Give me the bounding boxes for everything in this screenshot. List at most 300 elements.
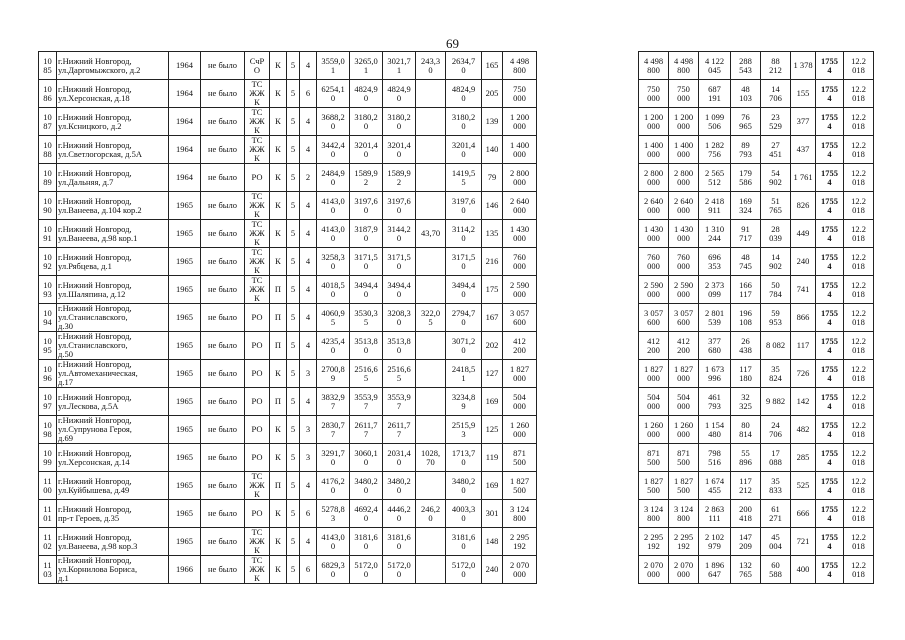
roof-type-value: К [275,452,281,462]
limit-cost-line1: 1755 [821,139,838,150]
year-value: 1965 [176,424,193,434]
capital-repair-value: не было [208,228,237,238]
cost-2-line1: 3 124 [673,503,694,514]
wall-material-line: СчР [249,55,265,66]
regional-budget-cell [731,332,761,360]
wall-material-cell [245,248,270,276]
capital-repair-value: не было [208,256,237,266]
limit-cost-cell [816,80,844,108]
floors-cell [287,360,300,388]
table-row [39,52,874,80]
total-area-line1: 2700,8 [321,363,345,374]
address-cell [57,108,169,136]
regional-budget-cell [731,220,761,248]
cost-2-line1: 412 [677,335,690,346]
row-number-part2: 91 [43,232,52,243]
premises-area-line2: 0 [363,484,369,495]
cost-cell-2 [669,528,699,556]
cost-cell-1 [639,444,669,472]
citizen-area-line2: 0 [461,288,466,299]
deadline-cell [844,164,874,192]
regional-budget-line2: 586 [739,176,752,187]
cost-cell-1 [639,388,669,416]
cost-2-line2: 800 [677,64,690,75]
premises-area-line2: 0 [363,204,369,215]
wall-material-line: К [254,125,260,135]
total-cost-cell [503,556,537,584]
total-area-line1: 3559,0 [321,55,345,66]
year-value: 1965 [176,480,193,490]
citizen-area-line1: 3071,2 [451,335,476,346]
cost-2-line1: 2 070 [673,559,694,570]
total-area-cell [317,416,350,444]
entrances-cell [300,332,317,360]
roof-type-value: К [275,564,281,574]
citizen-area-cell [446,556,482,584]
premises-area-line2: 0 [363,512,369,523]
cost-cell-1 [639,500,669,528]
unit-cost-value: 1 761 [793,172,813,182]
table-row [39,192,874,220]
limit-cost-line1: 1755 [821,83,838,94]
address-line1: г.Нижний Новгород, [58,139,132,150]
floors-cell [287,416,300,444]
wall-material-cell [245,52,270,80]
year-cell [169,472,201,500]
floors-cell [287,472,300,500]
cost-1-line2: 800 [647,512,660,523]
address-line2: ул.Лескова, д.5А [58,400,119,411]
cost-1-line1: 3 057 [643,307,664,318]
table-row [39,276,874,304]
address-cell [57,556,169,584]
citizen-area-line1: 5172,0 [451,559,476,570]
cost-cell-2 [669,304,699,332]
citizen-area-cell [446,136,482,164]
nonresidential-area-cell [416,220,446,248]
total-cost-line1: 2 590 [509,279,530,290]
row-number [39,556,57,584]
limit-cost-line2: 4 [827,484,832,495]
nonresidential-area-cell [416,416,446,444]
total-cost-line2: 500 [513,456,526,467]
residential-area-cell [383,52,416,80]
cost-1-line2: 000 [647,120,660,131]
address-line3: д.17 [58,377,73,387]
cost-1-line2: 200 [647,344,660,355]
deadline-cell [844,248,874,276]
year-cell [169,80,201,108]
fund-line1: 1 282 [704,139,725,150]
residents-cell [482,500,503,528]
capital-repair-value: не было [208,144,237,154]
premises-area-cell [350,500,383,528]
total-area-line2: 0 [330,344,336,355]
regional-budget-line2: 793 [739,148,752,159]
residential-area-line1: 3201,4 [387,139,411,150]
residents-cell [482,248,503,276]
unit-cost-value: 142 [796,396,810,406]
residential-area-line2: 0 [396,204,402,215]
fund-cell [699,500,731,528]
floors-value: 5 [290,452,296,462]
floors-cell [287,192,300,220]
entrances-cell [300,276,317,304]
local-budget-cell [761,528,791,556]
total-cost-cell [503,220,537,248]
wall-material-line: РО [251,340,263,350]
address-line2: ул.Ксницкого, д.2 [58,120,122,131]
year-value: 1965 [176,228,193,238]
address-cell [57,164,169,192]
floors-value: 5 [290,480,296,490]
address-cell [57,80,169,108]
premises-area-line2: 7 [363,428,369,439]
wall-material-line: ЖЖ [249,480,265,490]
residents-cell [482,528,503,556]
fund-line1: 4 122 [704,55,725,66]
roof-type-cell [270,164,287,192]
total-area-line1: 3291,7 [321,447,345,458]
regional-budget-line1: 132 [739,559,752,570]
unit-cost-cell [791,192,816,220]
fund-cell [699,332,731,360]
total-cost-line2: 000 [513,120,526,131]
year-value: 1965 [176,508,193,518]
premises-area-line1: 3480,2 [354,475,378,486]
total-cost-line2: 192 [513,540,526,551]
deadline-cell [844,80,874,108]
address-line1: г.Нижний Новгород, [58,503,132,514]
total-area-cell [317,528,350,556]
wall-material-cell [245,360,270,388]
floors-value: 5 [290,312,296,322]
fund-line1: 1 674 [704,475,725,486]
fund-line1: 798 [708,447,721,458]
total-cost-line2: 000 [513,260,526,271]
limit-cost-line2: 4 [827,260,832,271]
floors-cell [287,388,300,416]
cost-1-line2: 000 [647,372,660,383]
total-cost-line1: 871 [513,447,526,458]
cost-2-line1: 760 [677,251,690,262]
local-budget-line2: 824 [769,372,782,383]
regional-budget-line2: 814 [739,428,752,439]
citizen-area-cell [446,304,482,332]
citizen-area-line1: 3180,2 [451,111,476,122]
deadline-line1: 12.2 [851,391,866,402]
limit-cost-line2: 4 [827,232,832,243]
cost-2-line1: 2 800 [673,167,694,178]
residential-area-line1: 4824,9 [387,83,411,94]
total-area-line2: 3 [330,512,336,523]
nonresidential-area-cell [416,528,446,556]
fund-line2: 480 [708,428,721,439]
roof-type-cell [270,416,287,444]
residential-area-line2: 2 [396,176,402,187]
residents-value: 119 [485,452,499,462]
total-cost-cell [503,360,537,388]
row-number-part2: 97 [43,400,52,411]
fund-line2: 353 [708,260,721,271]
unit-cost-cell [791,360,816,388]
year-value: 1965 [176,312,193,322]
address-cell [57,388,169,416]
deadline-line2: 018 [852,120,865,131]
residential-area-line2: 0 [396,316,402,327]
capital-repair-value: не было [208,60,237,70]
limit-cost-line1: 1755 [821,251,838,262]
residential-area-line2: 0 [396,568,402,579]
fund-line1: 1 154 [704,419,725,430]
limit-cost-line1: 1755 [821,335,838,346]
regional-budget-line1: 117 [739,363,752,374]
deadline-cell [844,192,874,220]
capital-repair-cell [201,192,245,220]
cost-cell-1 [639,276,669,304]
residential-area-line1: 3494,4 [387,279,411,290]
local-budget-cell [761,80,791,108]
row-number-part2: 94 [43,316,52,327]
cost-1-line1: 2 800 [643,167,664,178]
total-cost-line1: 3 057 [509,307,530,318]
year-cell [169,388,201,416]
limit-cost-line1: 1755 [821,503,838,514]
cost-2-line1: 750 [677,83,690,94]
address-cell [57,220,169,248]
address-line2: ул.Ванеева, д.98 кор.3 [58,540,138,551]
total-cost-line1: 750 [513,83,526,94]
cost-cell-1 [639,136,669,164]
wall-material-cell [245,556,270,584]
wall-material-cell [245,276,270,304]
row-number [39,52,57,80]
nonresidential-area-cell [416,80,446,108]
table-row [39,500,874,528]
residential-area-cell [383,528,416,556]
limit-cost-line2: 4 [827,456,832,467]
row-number-part1: 10 [43,363,52,374]
residents-cell [482,360,503,388]
residential-area-line1: 2516,6 [387,363,411,374]
premises-area-line1: 3060,1 [354,447,378,458]
floors-value: 5 [290,256,296,266]
capital-repair-cell [201,108,245,136]
residential-area-cell [383,80,416,108]
capital-repair-cell [201,416,245,444]
cost-cell-2 [669,136,699,164]
floors-cell [287,52,300,80]
local-budget-line1: 61 [771,503,780,514]
entrances-cell [300,472,317,500]
residential-area-cell [383,276,416,304]
regional-budget-cell [731,500,761,528]
cost-1-line2: 800 [647,64,660,75]
total-cost-cell [503,80,537,108]
total-cost-line2: 000 [513,176,526,187]
citizen-area-line1: 3234,8 [451,391,476,402]
regional-budget-cell [731,52,761,80]
address-cell [57,332,169,360]
cost-1-line2: 000 [647,288,660,299]
total-cost-cell [503,276,537,304]
citizen-area-cell [446,248,482,276]
regional-budget-line2: 745 [739,260,752,271]
total-cost-line1: 1 430 [509,223,530,234]
unit-cost-cell [791,164,816,192]
fund-line1: 461 [708,391,721,402]
roof-type-cell [270,192,287,220]
floors-cell [287,332,300,360]
roof-type-cell [270,304,287,332]
unit-cost-value: 285 [796,452,810,462]
cost-2-line1: 2 640 [673,195,694,206]
limit-cost-line1: 1755 [821,307,838,318]
residential-area-line2: 7 [396,428,402,439]
cost-2-line2: 000 [677,372,690,383]
cost-1-line2: 000 [647,92,660,103]
deadline-line2: 018 [852,428,865,439]
address-line2: ул.Автомеханическая, [58,368,138,378]
year-value: 1965 [176,452,193,462]
roof-type-cell [270,248,287,276]
local-budget-line2: 706 [769,428,782,439]
total-cost-line1: 760 [513,251,526,262]
total-area-line2: 0 [330,288,336,299]
year-cell [169,136,201,164]
cost-2-line1: 1 430 [673,223,694,234]
capital-repair-value: не было [208,284,237,294]
local-budget-line2: 706 [769,92,782,103]
fund-line1: 1 099 [704,111,725,122]
capital-repair-value: не было [208,424,237,434]
fund-line1: 2 102 [704,531,725,542]
row-number-part1: 10 [43,307,52,318]
cost-1-line1: 871 [647,447,660,458]
row-number-part1: 10 [43,55,52,66]
regional-budget-line1: 48 [741,251,750,262]
cost-2-line1: 1 200 [673,111,694,122]
row-number [39,528,57,556]
regional-budget-line2: 543 [739,64,752,75]
year-cell [169,108,201,136]
row-number-part1: 10 [43,279,52,290]
nonresidential-area-cell [416,472,446,500]
cost-1-line2: 000 [647,400,660,411]
roof-type-value: П [274,284,282,294]
premises-area-line2: 0 [363,540,369,551]
premises-area-cell [350,192,383,220]
residential-area-line1: 3553,9 [387,391,411,402]
table-row [39,528,874,556]
row-number-part1: 11 [43,531,52,542]
residents-value: 127 [485,368,499,378]
wall-material-line: ЖЖ [249,284,265,294]
wall-material-cell [245,192,270,220]
nonresidential-area-line1: 246,2 [420,503,441,514]
local-budget-cell [761,220,791,248]
premises-area-line2: 2 [363,176,369,187]
wall-material-line: ТС [251,247,263,257]
residents-value: 169 [485,480,499,490]
year-cell [169,500,201,528]
fund-cell [699,52,731,80]
regional-budget-cell [731,556,761,584]
local-budget-cell [761,304,791,332]
cost-cell-2 [669,472,699,500]
limit-cost-line2: 4 [827,400,832,411]
spacer-cell [537,220,639,248]
table-row [39,108,874,136]
cost-2-line2: 000 [677,204,690,215]
regional-budget-cell [731,108,761,136]
residential-area-line2: 0 [396,288,402,299]
roof-type-cell [270,528,287,556]
unit-cost-cell [791,500,816,528]
limit-cost-cell [816,164,844,192]
residents-cell [482,556,503,584]
row-number-part2: 86 [43,92,52,103]
address-line2: ул.Херсонская, д.18 [58,92,130,103]
fund-cell [699,192,731,220]
regional-budget-line2: 418 [739,512,752,523]
deadline-line1: 12.2 [851,55,866,66]
roof-type-value: К [275,536,281,546]
residential-area-cell [383,556,416,584]
local-budget-line2: 451 [769,148,782,159]
address-line1: г.Нижний Новгород, [58,303,132,313]
year-cell [169,52,201,80]
year-cell [169,556,201,584]
entrances-cell [300,416,317,444]
floors-cell [287,248,300,276]
regional-budget-line2: 209 [739,540,752,551]
total-cost-line2: 000 [513,428,526,439]
capital-repair-cell [201,304,245,332]
floors-cell [287,556,300,584]
deadline-line1: 12.2 [851,251,866,262]
entrances-cell [300,360,317,388]
premises-area-line1: 5172,0 [354,559,378,570]
regional-budget-line2: 965 [739,120,752,131]
capital-repair-cell [201,444,245,472]
floors-value: 5 [290,368,296,378]
spacer-cell [537,556,639,584]
residential-area-cell [383,388,416,416]
local-budget-cell [761,388,791,416]
total-area-line1: 5278,8 [321,503,345,514]
wall-material-line: ТС [251,527,263,537]
entrances-cell [300,52,317,80]
deadline-cell [844,444,874,472]
total-area-line1: 3688,2 [321,111,345,122]
premises-area-line2: 0 [363,232,369,243]
cost-1-line2: 000 [647,176,660,187]
residential-area-line2: 0 [396,148,402,159]
limit-cost-line1: 1755 [821,195,838,206]
regional-budget-line1: 91 [741,223,750,234]
total-cost-line2: 800 [513,512,526,523]
spacer-cell [537,528,639,556]
total-area-cell [317,556,350,584]
fund-line2: 506 [708,120,721,131]
deadline-line1: 12.2 [851,195,866,206]
limit-cost-line2: 4 [827,344,832,355]
nonresidential-area-line2: 5 [428,316,433,327]
nonresidential-area-line1: 1028, [420,447,441,458]
entrances-cell [300,220,317,248]
row-number-part2: 85 [43,64,52,75]
